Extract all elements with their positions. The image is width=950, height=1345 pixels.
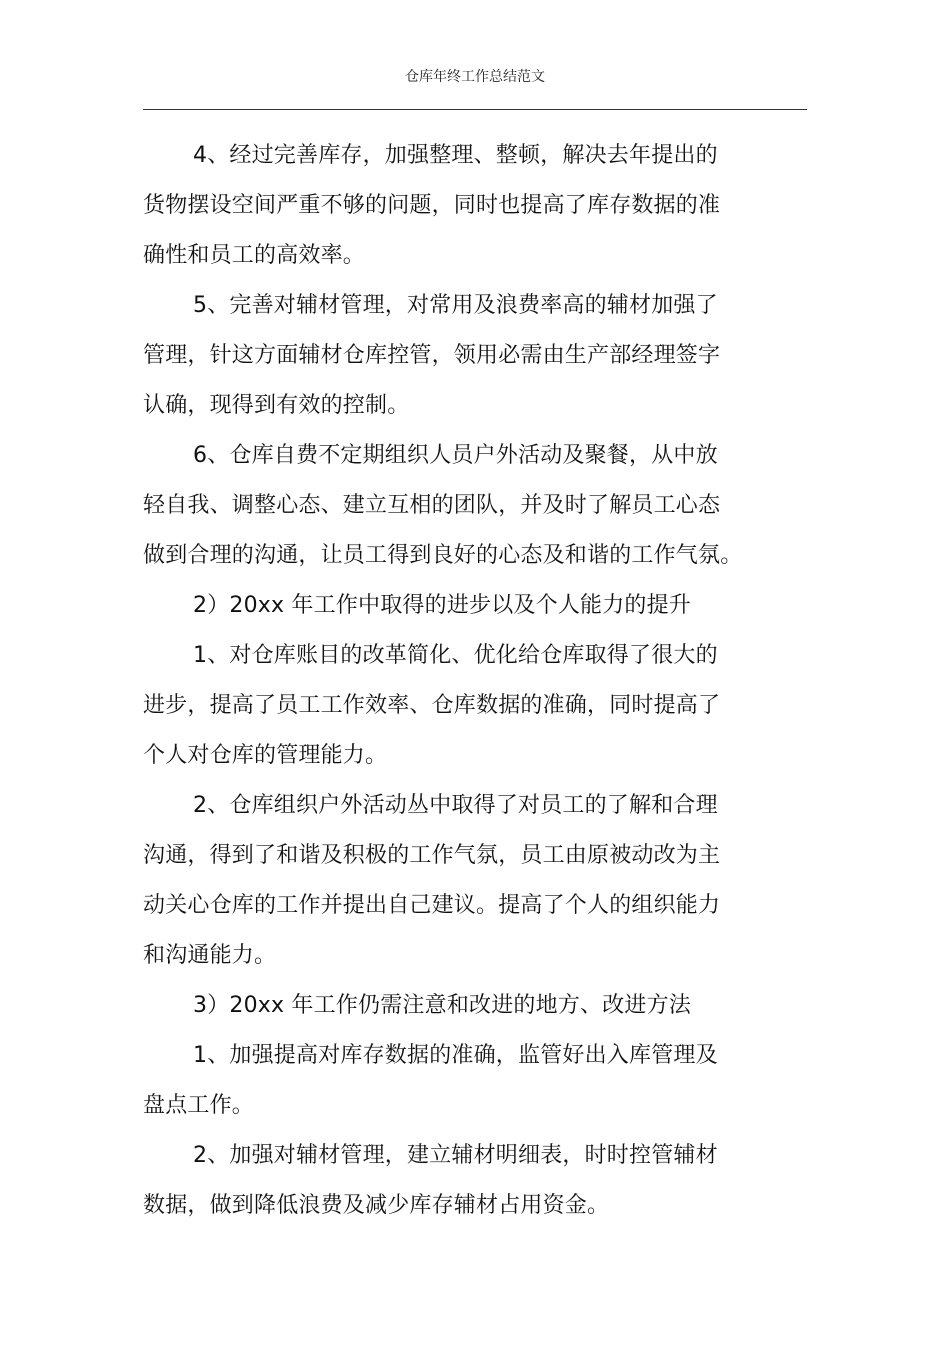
paragraph-line: 货物摆设空间严重不够的问题，同时也提高了库存数据的准 [143, 193, 721, 218]
header-divider [143, 109, 807, 110]
paragraph-line: 盘点工作。 [143, 1093, 255, 1118]
paragraph-line: 2、加强对辅材管理，建立辅材明细表，时时控管辅材 [193, 1143, 718, 1168]
section-heading-progress [143, 581, 763, 631]
paragraph-line: 动关心仓库的工作并提出自己建议。提高了个人的组织能力 [143, 893, 721, 918]
paragraph-line: 2、仓库组织户外活动丛中取得了对员工的了解和合理 [193, 793, 718, 818]
paragraph-line: 认确，现得到有效的控制。 [143, 393, 410, 418]
paragraph-progress-1 [143, 631, 763, 781]
section-heading-improvements [143, 981, 763, 1031]
paragraph-line: 进步，提高了员工工作效率、仓库数据的准确，同时提高了 [143, 693, 721, 718]
paragraph-item-5 [143, 281, 763, 431]
section-heading-line: 3）20xx 年工作仍需注意和改进的地方、改进方法 [193, 993, 692, 1018]
paragraph-improvement-1 [143, 1031, 763, 1131]
paragraph-line: 1、对仓库账目的改革简化、优化给仓库取得了很大的 [193, 643, 718, 668]
paragraph-line: 4、经过完善库存，加强整理、整顿，解决去年提出的 [193, 143, 718, 168]
document-body [143, 131, 763, 1231]
paragraph-line: 沟通，得到了和谐及积极的工作气氛，员工由原被动改为主 [143, 843, 721, 868]
paragraph-line: 轻自我、调整心态、建立互相的团队，并及时了解员工心态 [143, 493, 721, 518]
paragraph-line: 1、加强提高对库存数据的准确，监管好出入库管理及 [193, 1043, 718, 1068]
paragraph-line: 6、仓库自费不定期组织人员户外活动及聚餐，从中放 [193, 443, 718, 468]
paragraph-line: 5、完善对辅材管理，对常用及浪费率高的辅材加强了 [193, 293, 718, 318]
paragraph-line: 确性和员工的高效率。 [143, 243, 366, 268]
paragraph-line: 做到合理的沟通，让员工得到良好的心态及和谐的工作气氛。 [143, 543, 743, 568]
paragraph-line: 和沟通能力。 [143, 943, 277, 968]
paragraph-progress-2 [143, 781, 763, 981]
page-header-title: 仓库年终工作总结范文 [405, 69, 545, 85]
paragraph-line: 数据，做到降低浪费及减少库存辅材占用资金。 [143, 1193, 610, 1218]
paragraph-line: 个人对仓库的管理能力。 [143, 743, 388, 768]
paragraph-improvement-2 [143, 1131, 763, 1231]
paragraph-item-4 [143, 131, 763, 281]
section-heading-line: 2）20xx 年工作中取得的进步以及个人能力的提升 [193, 593, 692, 618]
paragraph-item-6 [143, 431, 763, 581]
paragraph-line: 管理，针这方面辅材仓库控管，领用必需由生产部经理签字 [143, 343, 721, 368]
